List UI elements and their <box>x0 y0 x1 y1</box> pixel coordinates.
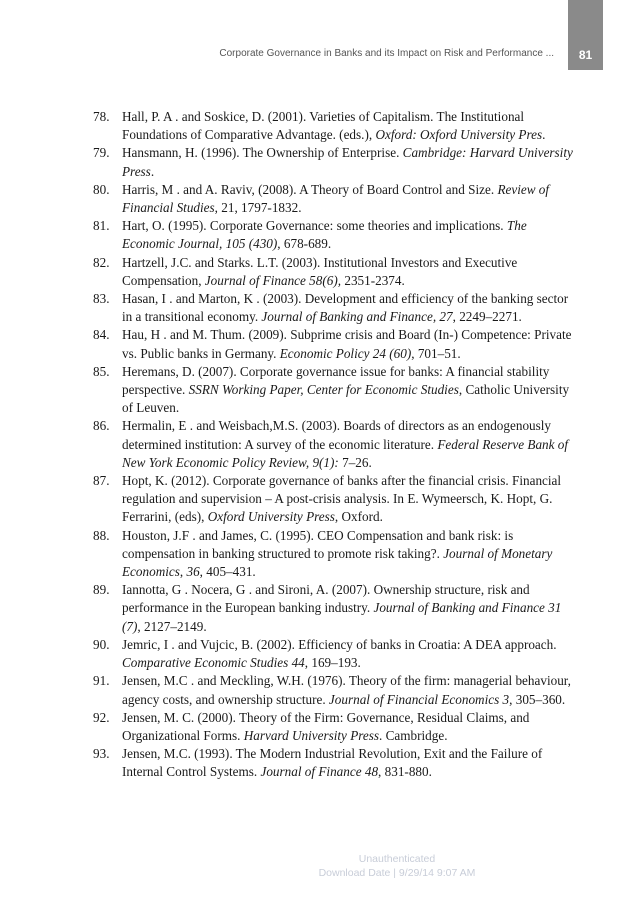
reference-text <box>122 528 552 579</box>
reference-list <box>93 108 573 782</box>
watermark-line-download-date: Download Date | 9/29/14 9:07 AM <box>318 867 476 879</box>
reference-source-italic: Journal of Banking and Finance, 27 <box>261 309 453 325</box>
reference-number: 81. <box>93 218 110 234</box>
reference-number: 83. <box>93 291 110 307</box>
reference-text <box>122 291 568 324</box>
reference-text-segment: , 678-689. <box>277 236 332 252</box>
page-number-tab <box>568 0 603 70</box>
reference-number: 87. <box>93 473 110 489</box>
reference-text-segment: , <box>179 564 187 580</box>
reference-source-italic: Harvard University Press <box>243 727 380 743</box>
reference-number: 90. <box>93 636 110 652</box>
reference-source-italic: Federal Reserve Bank of New York Economic Policy Review, 9(1): <box>122 436 569 470</box>
reference-entry <box>93 417 573 472</box>
reference-text-segment: Hau, H . and M. Thum. (2009). Subprime crisis and Board (In-) Competence: Private vs. Public banks in Germany. <box>122 327 572 361</box>
reference-source-italic: Journal of Banking and Finance 31 (7) <box>122 600 562 634</box>
reference-text <box>122 182 549 215</box>
reference-number: 91. <box>93 673 110 689</box>
reference-text-segment: , 701–51. <box>411 345 461 361</box>
reference-text-segment: , Oxford. <box>334 509 383 525</box>
reference-text <box>122 327 572 360</box>
reference-text-segment: , 2127–2149. <box>137 618 207 634</box>
reference-text <box>122 710 529 743</box>
reference-number: 93. <box>93 746 110 762</box>
running-head-title: Corporate Governance in Banks and its Impact on Risk and Performance ... <box>219 48 554 59</box>
reference-source-italic: Oxford: Oxford University Pres <box>375 127 543 143</box>
reference-source-italic: 36 <box>186 564 200 580</box>
download-watermark <box>312 852 482 880</box>
reference-text <box>122 255 517 288</box>
reference-entry <box>93 181 573 217</box>
reference-text-segment: , 2249–2271. <box>452 309 522 325</box>
reference-source-italic: Economic Policy 24 (60) <box>279 345 412 361</box>
reference-entry <box>93 254 573 290</box>
reference-number: 84. <box>93 327 110 343</box>
reference-text <box>122 473 561 524</box>
reference-text-segment: , 405–431. <box>199 564 256 580</box>
reference-text <box>122 746 542 779</box>
reference-number: 88. <box>93 527 110 543</box>
reference-number: 80. <box>93 181 110 197</box>
reference-text-segment: Jemric, I . and Vujcic, B. (2002). Efficiency of banks in Croatia: A DEA approach. <box>122 636 557 652</box>
reference-entry <box>93 581 573 636</box>
reference-entry <box>93 472 573 527</box>
reference-text-segment: Harris, M . and A. Raviv, (2008). A Theory of Board Control and Size. <box>122 181 498 197</box>
reference-text-segment: Jensen, M. C. (2000). Theory of the Firm: Governance, Residual Claims, and Organizational Forms. <box>122 709 530 743</box>
reference-number: 78. <box>93 109 110 124</box>
reference-entry <box>93 326 573 362</box>
reference-text-segment: , 169–193. <box>304 655 361 671</box>
reference-number: 85. <box>93 363 110 379</box>
reference-number: 79. <box>93 145 110 161</box>
reference-entry <box>93 672 573 708</box>
reference-source-italic: Oxford University Press <box>207 509 335 525</box>
reference-entry <box>93 108 573 144</box>
reference-text-segment: Hasan, I . and Marton, K . (2003). Development and efficiency of the banking sector in a transitional economy. <box>122 291 569 325</box>
reference-source-italic: SSRN Working Paper, Center for Economic Studies <box>188 382 459 398</box>
reference-text <box>122 218 527 251</box>
reference-entry <box>93 636 573 672</box>
reference-text-segment: Hansmann, H. (1996). The Ownership of Enterprise. <box>122 145 403 161</box>
reference-text <box>122 673 571 706</box>
reference-text-segment: Jensen, M.C. (1993). The Modern Industrial Revolution, Exit and the Failure of Internal Control Systems. <box>122 746 543 780</box>
reference-entry <box>93 363 573 418</box>
reference-source-italic: Journal of Finance 48 <box>260 764 379 780</box>
reference-text <box>122 418 568 469</box>
reference-source-italic: Cambridge: Harvard University Press <box>122 145 573 179</box>
reference-text-segment: Hartzell, J.C. and Starks. L.T. (2003). Institutional Investors and Executive Compensation, <box>122 254 518 288</box>
reference-number: 82. <box>93 254 110 270</box>
watermark-line-unauthenticated: Unauthenticated <box>358 853 436 865</box>
reference-text-segment: , Catholic University of Leuven. <box>122 382 570 416</box>
reference-source-italic: Journal of Financial Economics 3 <box>328 691 510 707</box>
reference-text <box>122 109 545 142</box>
reference-text-segment: 2351-2374. <box>341 272 405 288</box>
reference-source-italic: Review of Financial Studies <box>122 181 550 216</box>
reference-entry <box>93 527 573 582</box>
reference-text-segment: Hermalin, E . and Weisbach,M.S. (2003). Boards of directors as an endogenously determined institution: A survey of the economic literature. <box>122 418 552 452</box>
reference-entry <box>93 217 573 253</box>
reference-text-segment: , 21, 1797-1832. <box>214 200 302 216</box>
reference-text-segment: . <box>150 163 155 179</box>
reference-text-segment: Hopt, K. (2012). Corporate governance of banks after the financial crisis. Financial regulation and supervision – A post-crisis analysis. In E. Wymeersch, K. Hopt, G. Ferrarini, (eds), <box>122 473 562 525</box>
reference-text-segment: Iannotta, G . Nocera, G . and Sironi, A. (2007). Ownership structure, risk and performance in the European banking industry. <box>122 582 530 616</box>
reference-text-segment: 7–26. <box>338 454 372 470</box>
reference-text-segment: , 831-880. <box>378 764 432 780</box>
reference-number: 89. <box>93 582 110 598</box>
reference-text-segment: , 305–360. <box>509 691 566 707</box>
reference-source-italic: The Economic Journal, 105 (430) <box>122 218 527 252</box>
reference-text <box>122 582 561 633</box>
reference-source-italic: Journal of Finance 58(6), <box>204 272 342 288</box>
reference-entry <box>93 290 573 326</box>
reference-text-segment: . <box>542 127 546 143</box>
reference-source-italic: Journal of Monetary Economics <box>122 545 553 580</box>
page-number: 81 <box>578 48 593 62</box>
reference-text-segment: Jensen, M.C . and Meckling, W.H. (1976). Theory of the firm: managerial behaviour, agency costs, and ownership structure. <box>122 673 571 707</box>
reference-text-segment: . Cambridge. <box>379 727 448 743</box>
reference-number: 86. <box>93 418 110 434</box>
reference-text-segment: Hart, O. (1995). Corporate Governance: some theories and implications. <box>122 218 507 234</box>
reference-entry <box>93 144 573 180</box>
reference-number: 92. <box>93 709 110 725</box>
reference-text <box>122 145 573 178</box>
reference-text-segment: Heremans, D. (2007). Corporate governance issue for banks: A financial stability perspective. <box>122 363 550 398</box>
reference-text <box>122 637 557 670</box>
reference-text-segment: Houston, J.F . and James, C. (1995). CEO Compensation and bank risk: is compensation in banking structured to promote risk taking?. <box>122 527 514 561</box>
reference-text-segment: Hall, P. A . and Soskice, D. (2001). Varieties of Capitalism. The Institutional Foundations of Comparative Advantage. (eds.), <box>122 109 525 143</box>
reference-entry <box>93 745 573 781</box>
reference-entry <box>93 709 573 745</box>
reference-source-italic: Comparative Economic Studies 44 <box>122 655 305 671</box>
reference-text <box>122 364 569 415</box>
